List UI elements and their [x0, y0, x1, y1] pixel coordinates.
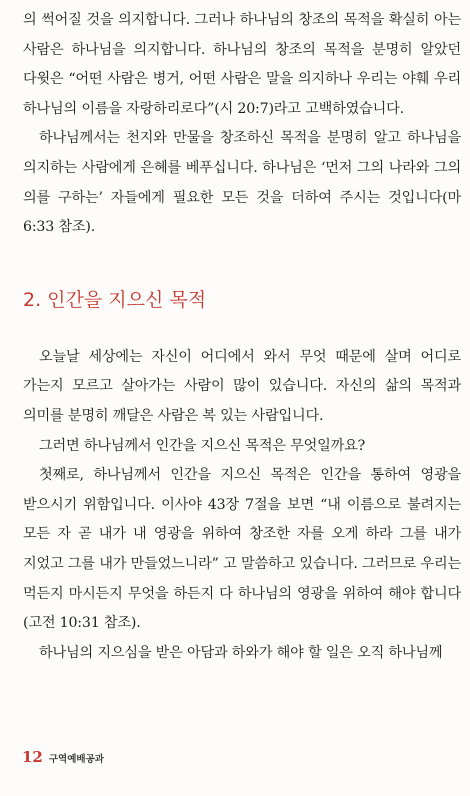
paragraph-continued: 의 썩어질 것을 의지합니다. 그러나 하나님의 창조의 목적을 확실히 아는 사람은 하나님을 의지합니다. 하나님의 창조의 목적을 분명히 알았던 다윗은 “어떤 사람은 병거, 어떤 사람은 말을 의지하나 우리는 야훼 우리 하나님의 이름을 자랑하리로다”(시 20:7)라고 고백하였습니다.	[23, 12, 461, 117]
page-footer	[22, 748, 104, 766]
page-number: 12	[22, 748, 43, 766]
paragraph: 하나님의 지으심을 받은 아담과 하와가 해야 할 일은 오직 하나님께	[39, 644, 443, 661]
page-body	[23, 6, 461, 668]
running-title: 구역예배공과	[48, 754, 104, 765]
paragraph: 하나님께서는 천지와 만물을 창조하신 목적을 분명히 알고 하나님을 의지하는 사람에게 은혜를 베푸십니다. 하나님은 ‘먼저 그의 나라와 그의 의를 구하는’ 자들에게 필요한 모든 것을 더하여 주시는 것입니다(마 6:33 참조).	[23, 130, 461, 236]
paragraph: 오늘날 세상에는 자신이 어디에서 와서 무엇 때문에 살며 어디로 가는지 모르고 살아가는 사람이 많이 있습니다. 자신의 삶의 목적과 의미를 분명히 깨달은 사람은 복 있는 사람입니다.	[23, 348, 461, 424]
paragraph: 첫째로, 하나님께서 인간을 지으신 목적은 인간을 통하여 영광을 받으시기 위함입니다. 이사야 43장 7절을 보면 “내 이름으로 불려지는 모든 자 곧 내가 내 영광을 위하여 창조한 자를 오게 하라 그를 내가 지었고 그를 내가 만들었느니라” 고 말씀하고 있습니다. 그러므로 우리는 먹든지 마시든지 무엇을 하든지 다 하나님의 영광을 위하여 해야 합니다(고전 10:31 참조).	[23, 467, 461, 632]
section-heading-wrap	[23, 287, 461, 313]
paragraph: 그러면 하나님께서 인간을 지으신 목적은 무엇일까요?	[39, 437, 366, 454]
section-heading: 2. 인간을 지으신 목적	[23, 288, 207, 311]
section-intro	[23, 6, 461, 243]
section-purpose	[23, 343, 461, 669]
